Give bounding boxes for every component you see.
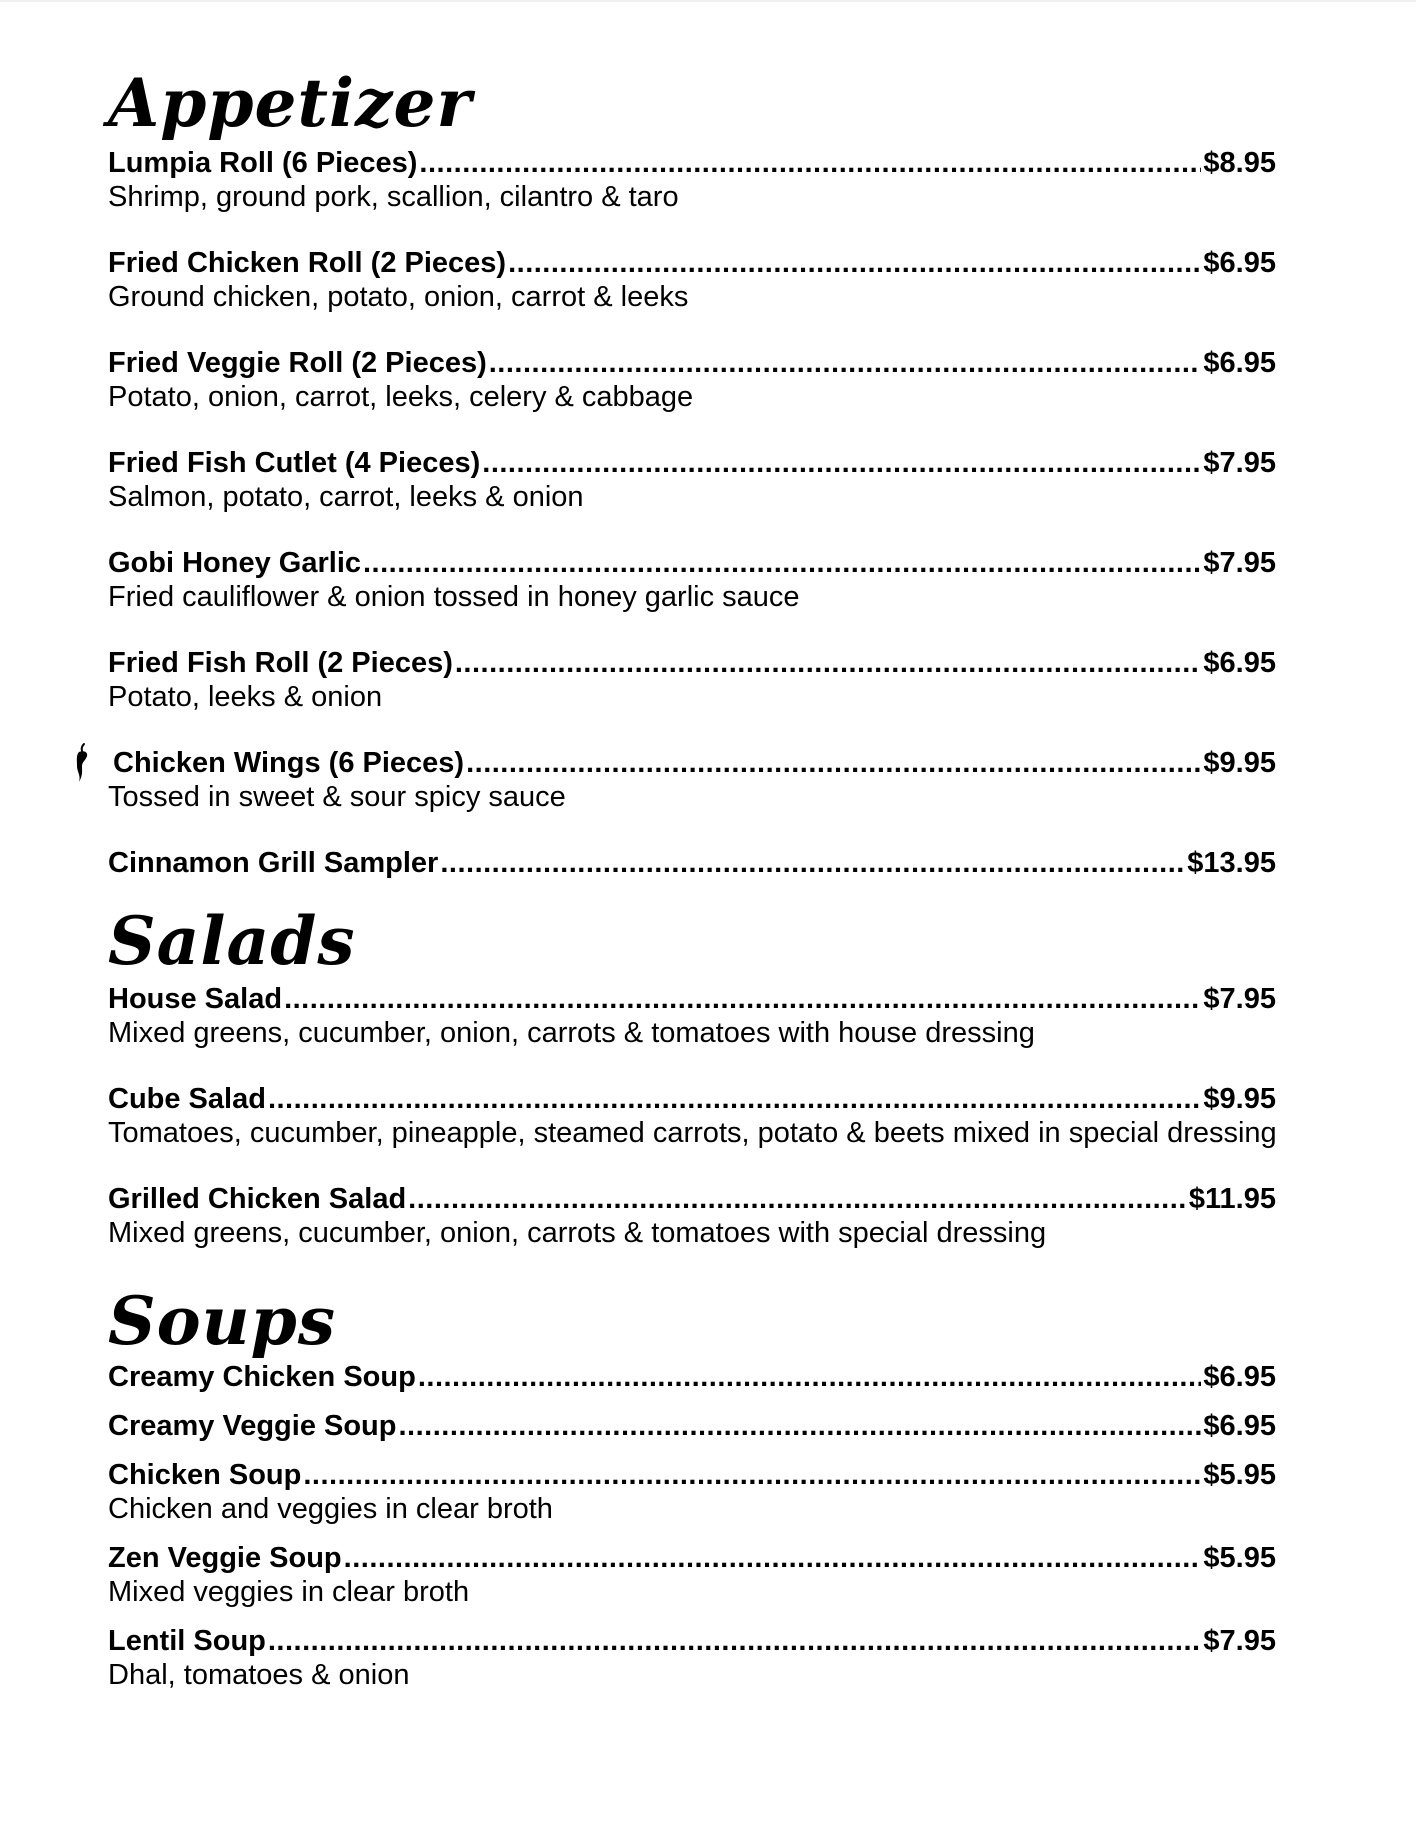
menu-item (108, 1082, 1276, 1150)
item-name: Lentil Soup (108, 1625, 266, 1657)
item-name: Fried Veggie Roll (2 Pieces) (108, 347, 487, 379)
menu-item (108, 1409, 1276, 1443)
menu-item (108, 1624, 1276, 1692)
menu-item (108, 1182, 1276, 1250)
item-name: Fried Fish Roll (2 Pieces) (108, 647, 453, 679)
menu-item (108, 846, 1276, 880)
section-title-appetizer: Appetizer (108, 64, 473, 142)
item-name: Grilled Chicken Salad (108, 1183, 407, 1215)
dot-leader (303, 1458, 1201, 1492)
item-name: Fried Chicken Roll (2 Pieces) (108, 247, 507, 279)
item-price: $7.95 (1203, 1625, 1276, 1657)
item-name: Creamy Chicken Soup (108, 1361, 416, 1393)
item-description: Dhal, tomatoes & onion (108, 1659, 410, 1691)
chili-pepper-icon (70, 742, 94, 784)
menu-item (108, 1360, 1276, 1394)
item-price: $8.95 (1203, 147, 1276, 179)
item-name: Cinnamon Grill Sampler (108, 847, 439, 879)
menu-item (108, 546, 1276, 614)
item-price: $5.95 (1203, 1459, 1276, 1491)
menu-item (108, 346, 1276, 414)
item-description: Potato, leeks & onion (108, 681, 383, 713)
item-description: Fried cauliflower & onion tossed in honey garlic sauce (108, 581, 800, 613)
menu-item (108, 1541, 1276, 1609)
dot-leader (440, 846, 1185, 880)
item-price: $9.95 (1203, 747, 1276, 779)
item-name: Zen Veggie Soup (108, 1542, 342, 1574)
item-price: $6.95 (1203, 247, 1276, 279)
appetizer-section (108, 48, 1276, 880)
item-description: Ground chicken, potato, onion, carrot & leeks (108, 281, 689, 313)
salads-section (108, 904, 1276, 1250)
item-price: $6.95 (1203, 1410, 1276, 1442)
page-top-border (0, 0, 1416, 2)
dot-leader (482, 446, 1201, 480)
item-description: Tomatoes, cucumber, pineapple, steamed carrots, potato & beets mixed in special dressing (108, 1117, 1277, 1149)
item-price: $7.95 (1203, 983, 1276, 1015)
menu-item (108, 446, 1276, 514)
item-name: Creamy Veggie Soup (108, 1410, 397, 1442)
item-description: Salmon, potato, carrot, leeks & onion (108, 481, 584, 513)
item-name: Cube Salad (108, 1083, 266, 1115)
item-name: Chicken Wings (6 Pieces) (113, 747, 465, 779)
item-price: $7.95 (1203, 447, 1276, 479)
dot-leader (466, 746, 1201, 780)
dot-leader (508, 246, 1201, 280)
dot-leader (455, 646, 1202, 680)
item-name: Fried Fish Cutlet (4 Pieces) (108, 447, 481, 479)
section-title-soups: Soups (108, 1282, 336, 1360)
dot-leader (399, 1409, 1202, 1443)
item-description: Chicken and veggies in clear broth (108, 1493, 553, 1525)
item-name: Gobi Honey Garlic (108, 547, 361, 579)
menu-page (108, 48, 1276, 1692)
section-title-salads: Salads (108, 902, 356, 980)
dot-leader (408, 1182, 1187, 1216)
item-description: Mixed greens, cucumber, onion, carrots & tomatoes with house dressing (108, 1017, 1035, 1049)
item-name: House Salad (108, 983, 283, 1015)
dot-leader (363, 546, 1201, 580)
item-name: Chicken Soup (108, 1459, 302, 1491)
item-description: Potato, onion, carrot, leeks, celery & cabbage (108, 381, 694, 413)
item-description: Shrimp, ground pork, scallion, cilantro & taro (108, 181, 679, 213)
item-price: $5.95 (1203, 1542, 1276, 1574)
item-description: Mixed greens, cucumber, onion, carrots & tomatoes with special dressing (108, 1217, 1047, 1249)
dot-leader (489, 346, 1202, 380)
item-description: Tossed in sweet & sour spicy sauce (108, 781, 566, 813)
dot-leader (284, 982, 1201, 1016)
item-price: $13.95 (1187, 847, 1276, 879)
item-price: $7.95 (1203, 547, 1276, 579)
item-price: $6.95 (1203, 1361, 1276, 1393)
item-price: $11.95 (1188, 1183, 1276, 1215)
menu-item (108, 246, 1276, 314)
item-name: Lumpia Roll (6 Pieces) (108, 147, 418, 179)
menu-item (108, 146, 1276, 214)
dot-leader (268, 1624, 1202, 1658)
item-description: Mixed veggies in clear broth (108, 1576, 470, 1608)
menu-item (108, 646, 1276, 714)
item-price: $6.95 (1203, 347, 1276, 379)
dot-leader (418, 1360, 1202, 1394)
dot-leader (344, 1541, 1202, 1575)
menu-item (108, 746, 1276, 814)
soups-section (108, 1284, 1276, 1692)
item-price: $6.95 (1203, 647, 1276, 679)
dot-leader (419, 146, 1201, 180)
menu-item (108, 982, 1276, 1050)
item-price: $9.95 (1203, 1083, 1276, 1115)
menu-item (108, 1458, 1276, 1526)
dot-leader (268, 1082, 1201, 1116)
